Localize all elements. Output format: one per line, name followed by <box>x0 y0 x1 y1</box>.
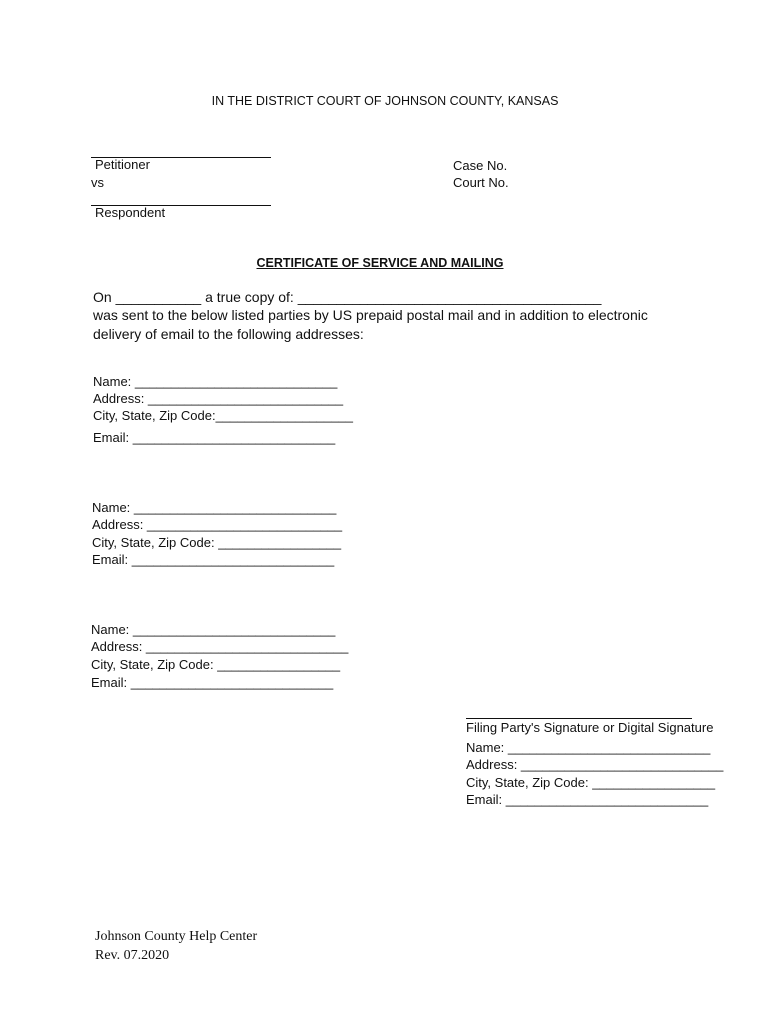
court-heading: IN THE DISTRICT COURT OF JOHNSON COUNTY, KANSAS <box>211 94 559 108</box>
footer-revision: Rev. 07.2020 <box>95 948 170 963</box>
vs-label: vs <box>91 175 104 190</box>
party-3-name-field[interactable]: Name: ____________________________ <box>91 622 336 637</box>
party-3-city-field[interactable]: City, State, Zip Code: _________________ <box>91 657 341 672</box>
filer-address-field[interactable]: Address: ____________________________ <box>466 757 724 772</box>
filer-name-field[interactable]: Name: ____________________________ <box>466 740 711 755</box>
filer-city-field[interactable]: City, State, Zip Code: _________________ <box>466 775 716 790</box>
party-2-city-field[interactable]: City, State, Zip Code: _________________ <box>92 535 342 550</box>
filer-email-field[interactable]: Email: ____________________________ <box>466 792 709 807</box>
signature-caption: Filing Party's Signature or Digital Signature <box>466 720 714 735</box>
party-2-email-field[interactable]: Email: ____________________________ <box>92 552 335 567</box>
party-2-address-field[interactable]: Address: ___________________________ <box>92 517 343 532</box>
party-1-address-field[interactable]: Address: ___________________________ <box>93 391 344 406</box>
party-3-email-field[interactable]: Email: ____________________________ <box>91 675 334 690</box>
party-1-city-field[interactable]: City, State, Zip Code:___________________ <box>93 408 353 423</box>
petitioner-label: Petitioner <box>95 157 150 172</box>
party-1-email-field[interactable]: Email: ____________________________ <box>93 430 336 445</box>
signature-line[interactable] <box>466 718 692 719</box>
intro-line-1[interactable]: On ___________ a true copy of: _______________________________________ <box>93 289 602 305</box>
footer-org: Johnson County Help Center <box>95 929 258 944</box>
respondent-label: Respondent <box>95 205 166 220</box>
party-1-name-field[interactable]: Name: ____________________________ <box>93 374 338 389</box>
court-no-label: Court No. <box>453 175 509 190</box>
case-no-label: Case No. <box>453 158 508 173</box>
party-3-address-field[interactable]: Address: ____________________________ <box>91 639 349 654</box>
intro-line-2: was sent to the below listed parties by US prepaid postal mail and in addition to electronic <box>93 307 648 323</box>
party-2-name-field[interactable]: Name: ____________________________ <box>92 500 337 515</box>
intro-line-3: delivery of email to the following addresses: <box>93 326 364 342</box>
document-title: CERTIFICATE OF SERVICE AND MAILING <box>256 256 504 270</box>
